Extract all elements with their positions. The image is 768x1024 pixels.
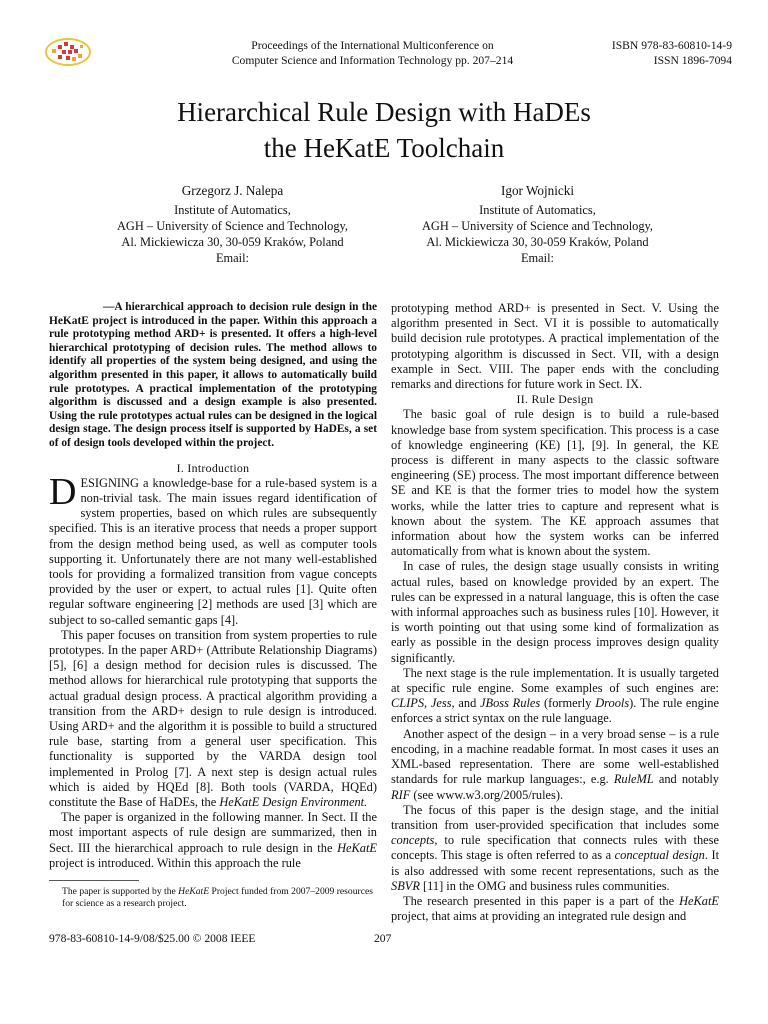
author-name: Igor Wojnicki — [500, 183, 575, 198]
rule-paragraph-6 — [391, 894, 719, 924]
paragraph-text: (see www.w3.org/2005/rules). — [413, 787, 564, 802]
section-heading-rule-design: II. Rule Design — [516, 392, 594, 407]
paragraph-text: and notably — [658, 772, 719, 787]
author-address: Al. Mickiewicza 30, 30-059 Kraków, Poland — [426, 235, 649, 249]
paragraph-text: The paper is organized in the following manner. In Sect. II the most important aspects of rule design are summarized, then in Sect. III the hierarchical approach to rule design in the — [49, 810, 377, 855]
author-affiliation: Institute of Automatics, — [479, 203, 596, 217]
emphasis: concepts — [391, 833, 435, 848]
abstract: —A hierarchical approach to decision rule design in the HeKatE project is introduced in the paper. Within this approach a rule prototyping method ARD+ is presented. It offers a high-level hierarchical prototyping of decision rules. The method allows to identify all properties of the system being designed, and using the algorithm presented in this paper, it allows to automatically build rule prototypes. A practical implementation of the prototyping algorithm is discussed and a design example is also presented. Using the rule prototypes actual rules can be designed in the logical design stage. The design process itself is supported by HaDEs, a set of of design tools developed within the project. — [49, 301, 377, 449]
author-email-label: Email: — [520, 251, 555, 265]
title-line2: the HeKatE Toolchain — [263, 133, 505, 163]
emphasis: RuleML — [613, 772, 654, 787]
header-line2: Computer Science and Information Technology pp. 207–214 — [231, 54, 514, 67]
isbn-header — [560, 38, 732, 68]
emphasis: RIF — [391, 787, 411, 802]
paragraph-text: . It is also addressed with some recent representations, such as the — [391, 848, 720, 878]
author-email-label: Email: — [215, 251, 250, 265]
paragraph-text: ESIGNING a knowledge-base for a rule-based system is a non-trivial task. The main issues regard identification of system properties, based on which rules are subsequently specified. This is an iterative process that needs a proper support from the design method being used, as well as computer tools supporting it. Unfortunately there are not many well-established tools for providing a formalized transition from vague concepts provided by the user or expert, to actual rules [1]. Quite often regular software engineering [2] methods are used [3] which are subject to so-called semantic gaps [4]. — [49, 475, 377, 627]
emphasis: HeKatE — [337, 840, 377, 855]
left-column — [49, 301, 377, 871]
paragraph-text: (formerly — [543, 696, 592, 711]
isbn: ISBN 978-83-60810-14-9 — [611, 39, 732, 52]
proceedings-header — [190, 38, 555, 68]
paragraph-text: , to rule specification that connects rules with these concepts. This stage is often referred to as a — [391, 833, 719, 863]
rule-paragraph-5 — [391, 803, 719, 894]
author-affiliation: Institute of Automatics, — [174, 203, 291, 217]
author-name: Grzegorz J. Nalepa — [181, 183, 284, 198]
author-address: Al. Mickiewicza 30, 30-059 Kraków, Poland — [121, 235, 344, 249]
paragraph-text: Another aspect of the design – in a very broad sense – is a rule encoding, in a machine readable format. In most cases it uses an XML-based representation. There are some well-established standards for rule markup languages:, e.g. — [391, 726, 719, 787]
title-line1: Hierarchical Rule Design with HaDEs — [177, 97, 591, 127]
author-affiliation: AGH – University of Science and Technology, — [421, 219, 654, 233]
page-number: 207 — [374, 932, 392, 945]
author-affiliation: AGH – University of Science and Technology, — [116, 219, 349, 233]
rule-paragraph-2: In case of rules, the design stage usually consists in writing actual rules, based on knowledge provided by an expert. The rules can be expressed in a natural language, this is often the case with informal approaches such as business rules [10]. However, it is worth pointing out that using some kind of formalization as early as possible in the design process improves design quality significantly. — [391, 559, 719, 665]
emphasis: HeKatE Design Environment. — [219, 795, 368, 809]
paragraph-text: project is introduced. Within this approach the rule — [49, 855, 301, 870]
footnote-rule — [49, 880, 139, 881]
paper-title — [60, 94, 708, 166]
emphasis: Jess — [430, 696, 452, 711]
header-line1: Proceedings of the International Multiconference on — [251, 39, 494, 52]
emphasis: JBoss Rules — [480, 696, 541, 711]
paragraph-text: The research presented in this paper is a part of the — [403, 893, 675, 908]
paragraph-text: The focus of this paper is the design stage, and the initial transition from user-provided specification that includes some — [391, 802, 719, 832]
conference-logo-icon — [44, 36, 92, 68]
paragraph-text: The next stage is the rule implementation. It is usually targeted at specific rule engine. Some examples of such engines are: — [391, 665, 719, 696]
emphasis: Drools — [595, 696, 630, 711]
author-block-1 — [80, 183, 385, 266]
copyright-line: 978-83-60810-14-9/08/$25.00 © 2008 IEEE — [49, 932, 256, 945]
issn: ISSN 1896-7094 — [653, 54, 732, 67]
emphasis: HeKatE — [178, 886, 210, 897]
footnote — [62, 886, 376, 910]
footnote-text: Project funded from 2007–2009 resources for science as a research project. — [62, 886, 373, 909]
intro-paragraph-3 — [49, 810, 377, 871]
paragraph-text: project, that aims at providing an integrated rule design and — [391, 909, 687, 924]
emphasis: conceptual design — [614, 848, 705, 863]
paragraph-text: , and — [451, 696, 477, 711]
rule-paragraph-3: The next stage is the rule implementation. It is usually targeted at specific rule engine. Some examples of such engines are: CLIPS, Jess, and JBoss Rules (formerly Drools). The rule engine enforces a strict syntax on the rule language. — [391, 665, 719, 726]
rule-paragraph-4 — [391, 727, 719, 803]
footnote-text: The paper is supported by the — [62, 886, 176, 897]
emphasis: SBVR — [391, 878, 420, 893]
drop-cap: D — [49, 470, 77, 513]
section-heading-introduction: I. Introduction — [176, 460, 250, 475]
emphasis: CLIPS — [391, 696, 425, 711]
author-block-2 — [385, 183, 690, 266]
rule-paragraph-1: The basic goal of rule design is to build a rule-based knowledge base from system specification. This process is a case of knowledge engineering (KE) [1], [9]. In general, the KE process is different in many aspects to the classic software engineering (SE) process. The most important difference between SE and KE is that the former tries to model how the system works, while the latter tries to capture and represent what is known about the system. The KE approach assumes that information about how the system works can be inferred automatically from what is known about the system. — [391, 407, 719, 559]
intro-paragraph-continued: prototyping method ARD+ is presented in Sect. V. Using the algorithm presented in Sect. VI it is possible to automatically build decision rule prototypes. A practical implementation of the prototyping algorithm is discussed in Sect. VII, with a design example in Sect. VIII. The paper ends with the concluding remarks and directions for future work in Sect. IX. — [391, 301, 719, 392]
paragraph-text: [11] in the OMG and business rules communities. — [423, 878, 670, 893]
intro-paragraph-2 — [49, 628, 377, 810]
emphasis: HeKatE — [679, 893, 719, 908]
right-column — [391, 301, 719, 924]
intro-paragraph-1 — [49, 470, 377, 628]
paragraph-text: This paper focuses on transition from system properties to rule prototypes. In the paper ARD+ (Attribute Relationship Diagrams) [5], [6] a design method for decision rules is discussed. The method allows for hierarchical rule prototyping that supports the actual gradual design process. A practical algorithm providing a transition from the ARD+ design to rule design is introduced. Using ARD+ and the algorithm it is possible to build a structured rule base, starting from a general user specification. This functionality is supported by the VARDA design tool implemented in Prolog [7]. A next step is design actual rules which is aided by HQEd [8]. Both tools (VARDA, HQEd) constitute the Base of HaDEs, the — [49, 627, 377, 809]
paragraph-text: ). The rule engine enforces a strict syntax on the rule language. — [391, 696, 719, 726]
